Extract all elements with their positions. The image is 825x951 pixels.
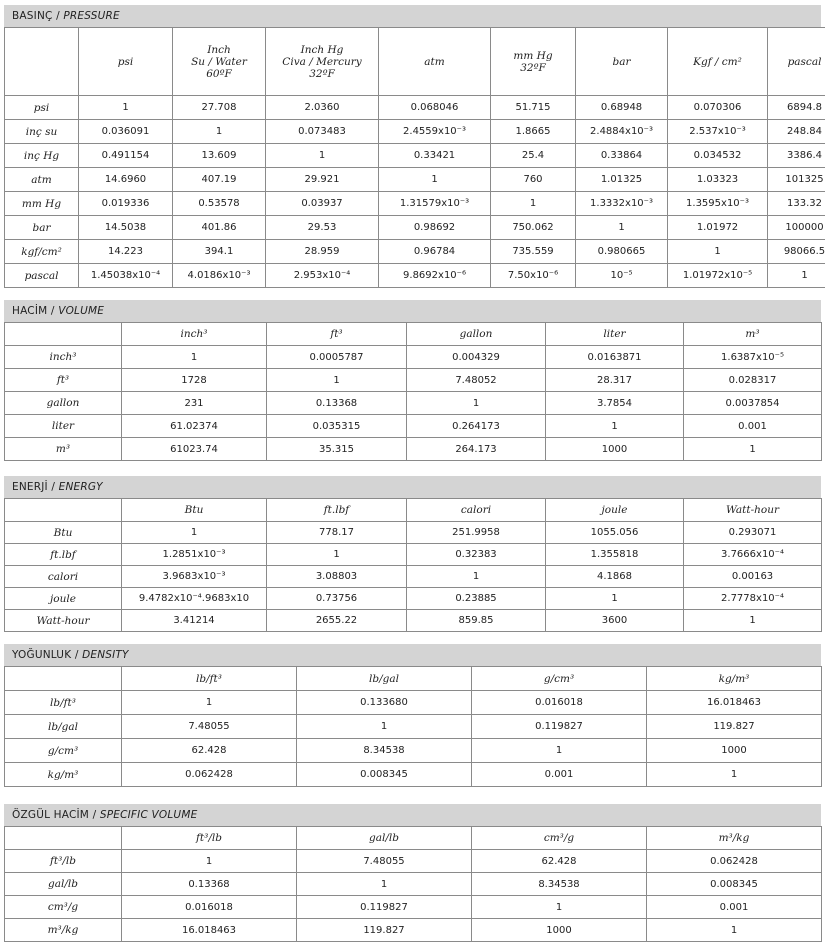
table-cell: 0.13368 (267, 392, 407, 415)
column-header: Btu (122, 499, 267, 522)
table-cell: 1.31579x10⁻³ (379, 192, 491, 216)
row-header: inch³ (5, 346, 122, 369)
table-cell: 0.13368 (122, 873, 297, 896)
table-cell: 3.41214 (122, 610, 267, 632)
table-cell: 9.4782x10⁻⁴.9683x10 (122, 588, 267, 610)
specific-volume-title-tr: ÖZGÜL HACİM / (12, 809, 100, 821)
table-cell: 1 (684, 610, 822, 632)
row-header: cm³/g (5, 896, 122, 919)
table-cell: 750.062 (491, 216, 576, 240)
header-row (5, 667, 822, 691)
column-header (768, 28, 825, 96)
row-header: m³ (5, 438, 122, 461)
column-header-line: 32ºF (309, 67, 335, 80)
table-cell: 0.68948 (576, 96, 668, 120)
table-row (5, 392, 822, 415)
table-cell: 1.01972x10⁻⁵ (668, 264, 768, 288)
table-cell: 1 (491, 192, 576, 216)
table-cell: 0.293071 (684, 522, 822, 544)
table-cell: 1 (472, 896, 647, 919)
table-cell: 1 (576, 216, 668, 240)
table-cell: 1 (122, 850, 297, 873)
table-cell: 251.9958 (407, 522, 546, 544)
table-cell: 28.317 (546, 369, 684, 392)
table-cell: 2.4559x10⁻³ (379, 120, 491, 144)
energy-title (4, 476, 821, 498)
corner-cell (5, 323, 122, 346)
table-cell: 0.96784 (379, 240, 491, 264)
table-row (5, 896, 822, 919)
row-header: ft³ (5, 369, 122, 392)
column-header-line: 60ºF (206, 67, 232, 80)
header-row (5, 28, 825, 96)
table-cell: 1 (122, 522, 267, 544)
table-cell: 7.48055 (297, 850, 472, 873)
table-cell: 16.018463 (647, 691, 822, 715)
row-header: joule (5, 588, 122, 610)
table-cell: 401.86 (173, 216, 266, 240)
table-cell: 2.7778x10⁻⁴ (684, 588, 822, 610)
specific-volume-section (4, 804, 821, 942)
table-cell: 1.6387x10⁻⁵ (684, 346, 822, 369)
table-cell: 778.17 (267, 522, 407, 544)
table-row (5, 544, 822, 566)
column-header-line: bar (612, 55, 631, 68)
table-cell: 1.2851x10⁻³ (122, 544, 267, 566)
column-header (668, 28, 768, 96)
table-cell: 1000 (647, 739, 822, 763)
table-cell: 0.33421 (379, 144, 491, 168)
table-cell: 1.01972 (668, 216, 768, 240)
table-cell: 1.3595x10⁻³ (668, 192, 768, 216)
column-header-line: Inch Hg (300, 43, 344, 56)
table-cell: 119.827 (297, 919, 472, 942)
table-cell: 0.035315 (267, 415, 407, 438)
pressure-table (4, 27, 825, 288)
row-header: bar (5, 216, 79, 240)
table-row (5, 96, 825, 120)
table-cell: 735.559 (491, 240, 576, 264)
table-cell: 1055.056 (546, 522, 684, 544)
table-cell: 0.119827 (297, 896, 472, 919)
table-cell: 0.036091 (79, 120, 173, 144)
table-cell: 1 (266, 144, 379, 168)
table-cell: 0.980665 (576, 240, 668, 264)
volume-section (4, 300, 821, 461)
table-row (5, 691, 822, 715)
table-cell: 51.715 (491, 96, 576, 120)
column-header: ft³/lb (122, 827, 297, 850)
table-row (5, 873, 822, 896)
table-cell: 1 (173, 120, 266, 144)
table-cell: 0.062428 (122, 763, 297, 787)
table-row (5, 566, 822, 588)
pressure-section (4, 5, 825, 288)
table-cell: 0.73756 (267, 588, 407, 610)
table-cell: 6894.8 (768, 96, 825, 120)
energy-title-en: ENERGY (58, 481, 103, 493)
table-cell: 760 (491, 168, 576, 192)
table-cell: 14.6960 (79, 168, 173, 192)
corner-cell (5, 667, 122, 691)
table-row (5, 850, 822, 873)
table-cell: 61.02374 (122, 415, 267, 438)
table-cell: 231 (122, 392, 267, 415)
table-row (5, 919, 822, 942)
column-header-line: Civa / Mercury (282, 55, 362, 68)
table-row (5, 144, 825, 168)
table-cell: 61023.74 (122, 438, 267, 461)
density-title-en: DENSITY (82, 649, 129, 661)
table-cell: 25.4 (491, 144, 576, 168)
row-header: ft.lbf (5, 544, 122, 566)
table-cell: 8.34538 (297, 739, 472, 763)
table-cell: 29.921 (266, 168, 379, 192)
column-header-line: mm Hg (513, 49, 553, 62)
table-cell: 1 (267, 544, 407, 566)
row-header: lb/ft³ (5, 691, 122, 715)
table-cell: 0.068046 (379, 96, 491, 120)
table-row (5, 192, 825, 216)
row-header: pascal (5, 264, 79, 288)
column-header: joule (546, 499, 684, 522)
table-cell: 29.53 (266, 216, 379, 240)
table-cell: 10⁻⁵ (576, 264, 668, 288)
column-header-line: Su / Water (191, 55, 247, 68)
table-cell: 0.016018 (472, 691, 647, 715)
column-header: liter (546, 323, 684, 346)
table-cell: 0.004329 (407, 346, 546, 369)
table-cell: 407.19 (173, 168, 266, 192)
table-cell: 0.32383 (407, 544, 546, 566)
row-header: mm Hg (5, 192, 79, 216)
energy-title-tr: ENERJİ / (12, 481, 59, 493)
pressure-title-tr: BASINÇ / (12, 10, 64, 22)
row-header: kgf/cm² (5, 240, 79, 264)
table-cell: 4.0186x10⁻³ (173, 264, 266, 288)
table-cell: 14.223 (79, 240, 173, 264)
table-cell: 119.827 (647, 715, 822, 739)
row-header: Btu (5, 522, 122, 544)
row-header: liter (5, 415, 122, 438)
table-row (5, 715, 822, 739)
table-cell: 7.48055 (122, 715, 297, 739)
density-title-tr: YOĞUNLUK / (12, 649, 83, 661)
corner-cell (5, 28, 79, 96)
column-header: lb/gal (297, 667, 472, 691)
table-cell: 101325 (768, 168, 825, 192)
row-header: calori (5, 566, 122, 588)
table-cell: 1000 (472, 919, 647, 942)
table-cell: 62.428 (472, 850, 647, 873)
table-cell: 7.50x10⁻⁶ (491, 264, 576, 288)
table-cell: 100000 (768, 216, 825, 240)
table-cell: 1.01325 (576, 168, 668, 192)
specific-volume-title (4, 804, 821, 826)
table-cell: 62.428 (122, 739, 297, 763)
column-header-line: atm (424, 55, 445, 68)
table-cell: 0.00163 (684, 566, 822, 588)
column-header (576, 28, 668, 96)
table-row (5, 120, 825, 144)
table-row (5, 588, 822, 610)
table-cell: 0.53578 (173, 192, 266, 216)
table-cell: 1 (546, 588, 684, 610)
table-cell: 1.03323 (668, 168, 768, 192)
table-row (5, 739, 822, 763)
energy-table (4, 498, 822, 632)
column-header-line: 32ºF (520, 61, 546, 74)
table-cell: 35.315 (267, 438, 407, 461)
table-cell: 0.23885 (407, 588, 546, 610)
table-cell: 27.708 (173, 96, 266, 120)
table-row (5, 763, 822, 787)
table-cell: 1 (768, 264, 825, 288)
table-cell: 1 (297, 715, 472, 739)
table-row (5, 610, 822, 632)
table-cell: 9.8692x10⁻⁶ (379, 264, 491, 288)
table-row (5, 240, 825, 264)
table-cell: 859.85 (407, 610, 546, 632)
table-cell: 1728 (122, 369, 267, 392)
column-header (491, 28, 576, 96)
table-cell: 0.034532 (668, 144, 768, 168)
specific-volume-table (4, 826, 822, 942)
table-cell: 0.03937 (266, 192, 379, 216)
table-cell: 3.08803 (267, 566, 407, 588)
table-row (5, 522, 822, 544)
table-cell: 248.84 (768, 120, 825, 144)
column-header: gallon (407, 323, 546, 346)
table-cell: 0.0163871 (546, 346, 684, 369)
table-cell: 0.0037854 (684, 392, 822, 415)
table-cell: 2655.22 (267, 610, 407, 632)
row-header: inç su (5, 120, 79, 144)
table-row (5, 216, 825, 240)
table-cell: 2.537x10⁻³ (668, 120, 768, 144)
table-cell: 1 (122, 691, 297, 715)
table-cell: 3.7854 (546, 392, 684, 415)
table-row (5, 346, 822, 369)
table-cell: 3.9683x10⁻³ (122, 566, 267, 588)
table-cell: 1 (267, 369, 407, 392)
table-cell: 0.001 (684, 415, 822, 438)
volume-table (4, 322, 822, 461)
row-header: kg/m³ (5, 763, 122, 787)
table-cell: 0.119827 (472, 715, 647, 739)
table-cell: 2.953x10⁻⁴ (266, 264, 379, 288)
volume-title (4, 300, 821, 322)
density-section (4, 644, 821, 787)
column-header: ft.lbf (267, 499, 407, 522)
column-header: cm³/g (472, 827, 647, 850)
table-cell: 0.264173 (407, 415, 546, 438)
table-cell: 3.7666x10⁻⁴ (684, 544, 822, 566)
column-header: lb/ft³ (122, 667, 297, 691)
table-cell: 1.355818 (546, 544, 684, 566)
table-cell: 14.5038 (79, 216, 173, 240)
corner-cell (5, 499, 122, 522)
table-row (5, 369, 822, 392)
table-cell: 1 (546, 415, 684, 438)
table-cell: 1 (684, 438, 822, 461)
table-cell: 1 (472, 739, 647, 763)
table-cell: 2.4884x10⁻³ (576, 120, 668, 144)
table-cell: 13.609 (173, 144, 266, 168)
column-header-line: Kgf / cm² (693, 55, 742, 68)
table-cell: 16.018463 (122, 919, 297, 942)
table-row (5, 168, 825, 192)
volume-title-en: VOLUME (58, 305, 105, 317)
table-cell: 1 (407, 392, 546, 415)
table-cell: 28.959 (266, 240, 379, 264)
header-row (5, 827, 822, 850)
table-cell: 1 (79, 96, 173, 120)
row-header: m³/kg (5, 919, 122, 942)
table-cell: 0.019336 (79, 192, 173, 216)
table-cell: 7.48052 (407, 369, 546, 392)
table-cell: 1000 (546, 438, 684, 461)
row-header: g/cm³ (5, 739, 122, 763)
corner-cell (5, 827, 122, 850)
table-row (5, 264, 825, 288)
volume-title-tr: HACİM / (12, 305, 59, 317)
table-cell: 0.070306 (668, 96, 768, 120)
table-cell: 3386.4 (768, 144, 825, 168)
table-cell: 0.008345 (647, 873, 822, 896)
table-cell: 3600 (546, 610, 684, 632)
table-cell: 98066.5 (768, 240, 825, 264)
table-cell: 4.1868 (546, 566, 684, 588)
column-header (379, 28, 491, 96)
row-header: gallon (5, 392, 122, 415)
table-cell: 1 (122, 346, 267, 369)
column-header (79, 28, 173, 96)
table-cell: 0.491154 (79, 144, 173, 168)
row-header: Watt-hour (5, 610, 122, 632)
column-header: g/cm³ (472, 667, 647, 691)
column-header: m³/kg (647, 827, 822, 850)
column-header-line: psi (117, 55, 134, 68)
table-cell: 8.34538 (472, 873, 647, 896)
table-cell: 0.028317 (684, 369, 822, 392)
table-cell: 0.016018 (122, 896, 297, 919)
column-header: gal/lb (297, 827, 472, 850)
row-header: atm (5, 168, 79, 192)
table-cell: 1 (297, 873, 472, 896)
table-cell: 0.062428 (647, 850, 822, 873)
header-row (5, 323, 822, 346)
table-cell: 0.133680 (297, 691, 472, 715)
column-header (173, 28, 266, 96)
table-cell: 2.0360 (266, 96, 379, 120)
column-header: ft³ (267, 323, 407, 346)
column-header-line: Inch (207, 43, 231, 56)
column-header-line: pascal (787, 55, 822, 68)
column-header: kg/m³ (647, 667, 822, 691)
column-header: m³ (684, 323, 822, 346)
row-header: ft³/lb (5, 850, 122, 873)
energy-section (4, 476, 821, 632)
table-cell: 1 (647, 763, 822, 787)
table-cell: 0.001 (647, 896, 822, 919)
table-cell: 0.008345 (297, 763, 472, 787)
density-title (4, 644, 821, 666)
table-cell: 1.3332x10⁻³ (576, 192, 668, 216)
table-cell: 264.173 (407, 438, 546, 461)
table-cell: 0.98692 (379, 216, 491, 240)
table-cell: 1.8665 (491, 120, 576, 144)
table-cell: 1 (407, 566, 546, 588)
table-cell: 1 (647, 919, 822, 942)
table-row (5, 415, 822, 438)
row-header: lb/gal (5, 715, 122, 739)
table-cell: 0.001 (472, 763, 647, 787)
specific-volume-title-en: SPECIFIC VOLUME (99, 809, 198, 821)
table-row (5, 438, 822, 461)
row-header: psi (5, 96, 79, 120)
column-header: Watt-hour (684, 499, 822, 522)
pressure-title-en: PRESSURE (63, 10, 120, 22)
table-cell: 1.45038x10⁻⁴ (79, 264, 173, 288)
table-cell: 133.32 (768, 192, 825, 216)
row-header: inç Hg (5, 144, 79, 168)
column-header (266, 28, 379, 96)
table-cell: 0.0005787 (267, 346, 407, 369)
pressure-title (4, 5, 821, 27)
row-header: gal/lb (5, 873, 122, 896)
table-cell: 0.33864 (576, 144, 668, 168)
table-cell: 1 (379, 168, 491, 192)
density-table (4, 666, 822, 787)
table-cell: 1 (668, 240, 768, 264)
column-header: calori (407, 499, 546, 522)
table-cell: 0.073483 (266, 120, 379, 144)
table-cell: 394.1 (173, 240, 266, 264)
column-header: inch³ (122, 323, 267, 346)
header-row (5, 499, 822, 522)
